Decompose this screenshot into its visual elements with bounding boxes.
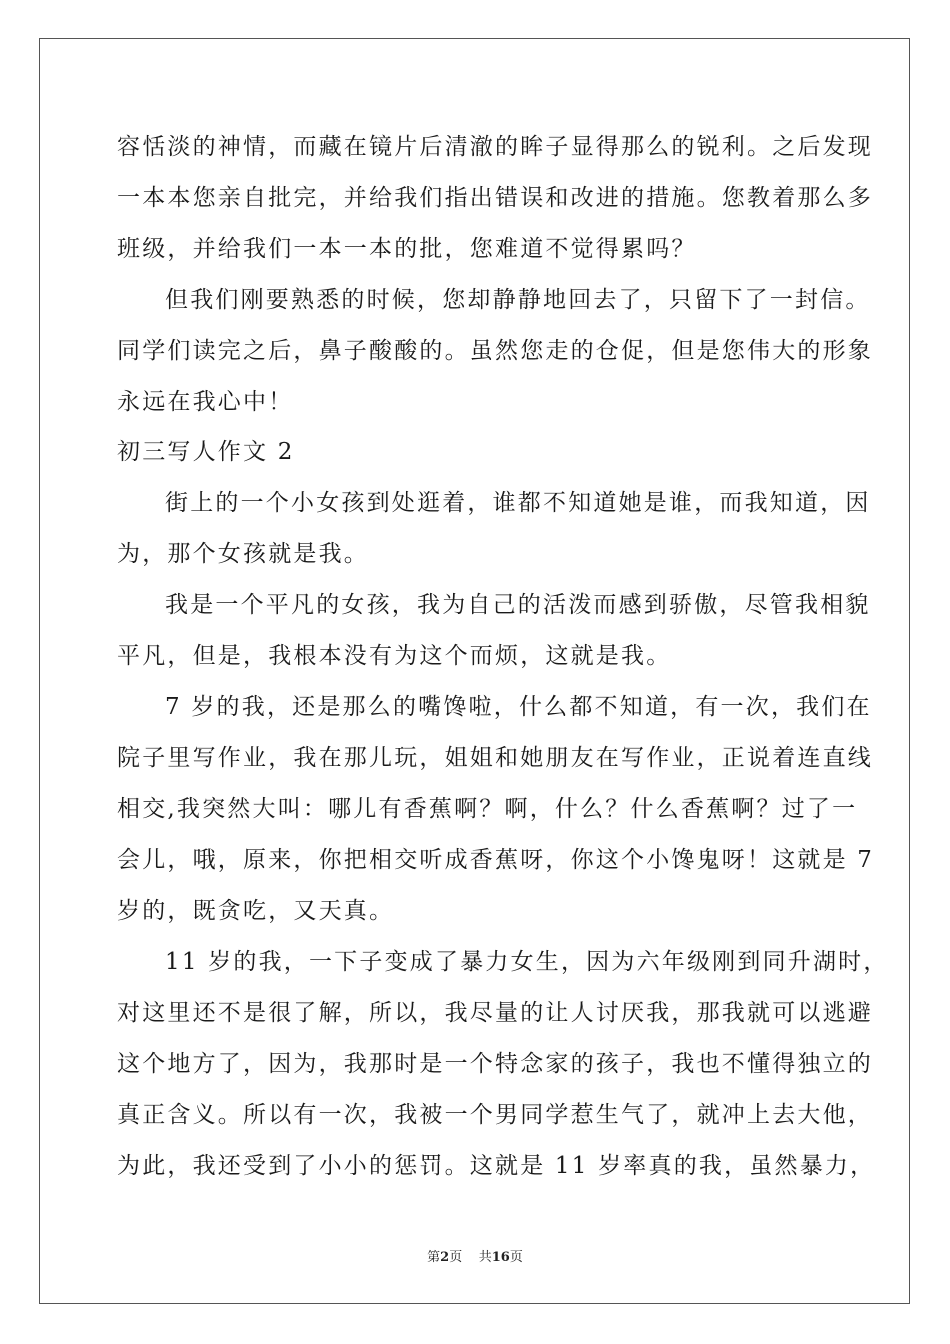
paragraph-line: 相交,我突然大叫：哪儿有香蕉啊？啊，什么？什么香蕉啊？过了一 bbox=[117, 796, 858, 822]
paragraph-line: 一本本您亲自批完，并给我们指出错误和改进的措施。您教着那么多 bbox=[117, 185, 873, 211]
paragraph-line: 这个地方了，因为，我那时是一个特念家的孩子，我也不懂得独立的 bbox=[117, 1051, 873, 1077]
paragraph-line: 会儿，哦，原来，你把相交听成香蕉呀，你这个小馋鬼呀！这就是 7 bbox=[117, 847, 875, 873]
paragraph-line: 为此，我还受到了小小的惩罚。这就是 11 岁率真的我，虽然暴力， bbox=[117, 1153, 876, 1179]
section-heading: 初三写人作文 2 bbox=[117, 439, 295, 465]
paragraph-line: 班级，并给我们一本一本的批，您难道不觉得累吗？ bbox=[117, 236, 697, 262]
paragraph-line: 永远在我心中！ bbox=[117, 389, 294, 415]
paragraph-line: 对这里还不是很了解，所以，我尽量的让人讨厌我，那我就可以逃避 bbox=[117, 1000, 873, 1026]
paragraph-line: 平凡，但是，我根本没有为这个而烦，这就是我。 bbox=[117, 643, 672, 669]
footer-prefix: 第 bbox=[427, 1250, 441, 1265]
current-page-number: 2 bbox=[440, 1250, 450, 1265]
paragraph-line: 为，那个女孩就是我。 bbox=[117, 541, 369, 567]
paragraph-line: 院子里写作业，我在那儿玩，姐姐和她朋友在写作业，正说着连直线 bbox=[117, 745, 873, 771]
paragraph-line: 岁的，既贪吃，又天真。 bbox=[117, 898, 395, 924]
paragraph-line: 街上的一个小女孩到处逛着，谁都不知道她是谁，而我知道，因 bbox=[165, 490, 871, 516]
paragraph-line: 同学们读完之后，鼻子酸酸的。虽然您走的仓促，但是您伟大的形象 bbox=[117, 338, 873, 364]
paragraph-line: 但我们刚要熟悉的时候，您却静静地回去了，只留下了一封信。 bbox=[165, 287, 871, 313]
footer-suffix: 页 bbox=[509, 1250, 523, 1265]
paragraph-line: 容恬淡的神情，而藏在镜片后清澈的眸子显得那么的锐利。之后发现 bbox=[117, 134, 873, 160]
total-page-number: 16 bbox=[491, 1250, 510, 1265]
footer-mid: 页 共 bbox=[449, 1250, 492, 1265]
paragraph-line: 我是一个平凡的女孩，我为自己的活泼而感到骄傲，尽管我相貌 bbox=[165, 592, 871, 618]
paragraph-line: 7 岁的我，还是那么的嘴馋啦，什么都不知道，有一次，我们在 bbox=[165, 694, 872, 720]
paragraph-line: 11 岁的我，一下子变成了暴力女生，因为六年级刚到同升湖时， bbox=[165, 949, 889, 975]
page-footer bbox=[0, 1246, 950, 1265]
paragraph-line: 真正含义。所以有一次，我被一个男同学惹生气了，就冲上去大他， bbox=[117, 1102, 873, 1128]
